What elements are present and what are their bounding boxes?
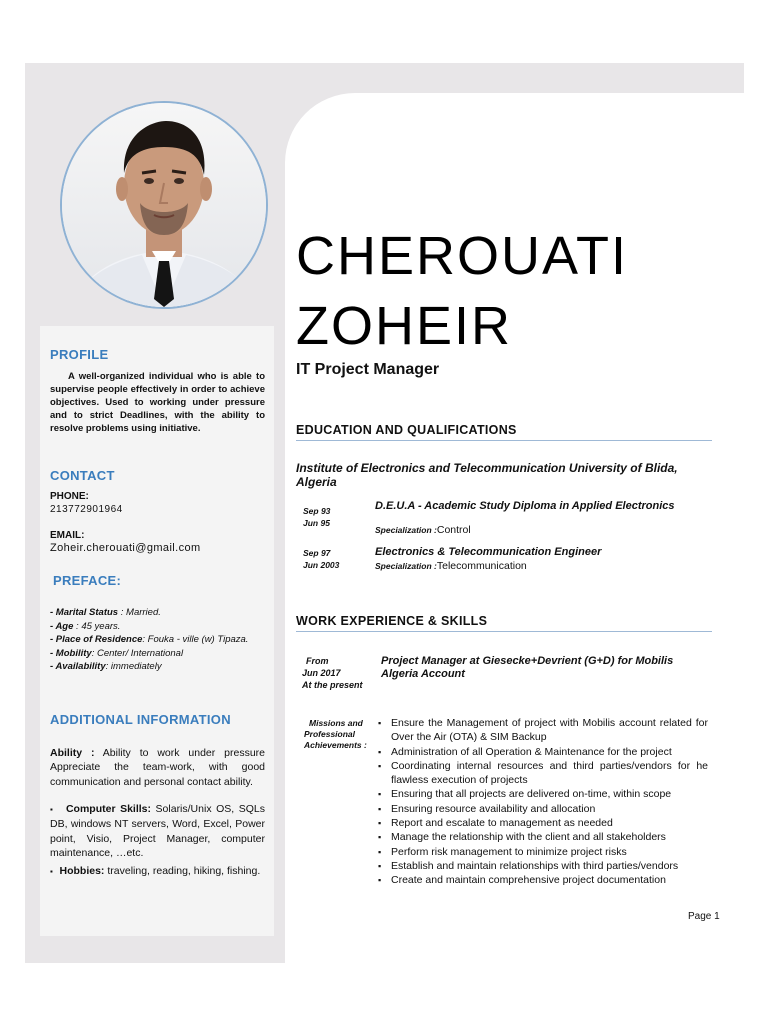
edu-entry-1-spec: Specialization :Control xyxy=(375,524,471,536)
email-value[interactable]: Zoheir.cherouati@gmail.com xyxy=(50,542,201,554)
list-item: ▪ Create and maintain comprehensive project documentation xyxy=(376,873,708,887)
list-item: ▪ Report and escalate to management as needed xyxy=(376,816,708,830)
duties-list xyxy=(376,716,708,888)
phone-label: PHONE: xyxy=(50,491,89,502)
computer-skills-text: ▪ Computer Skills: Solaris/Unix OS, SQLs DB, windows NT servers, Word, Excel, Power point, Visio, Project Manager, computer maintenance, …etc. xyxy=(50,803,265,859)
preface-item-mobility: - Mobility: Center/ International xyxy=(50,647,184,659)
name-first-line: CHEROUATI xyxy=(296,226,629,286)
preface-item-residence: - Place of Residence: Fouka - ville (w) Tipaza. xyxy=(50,634,249,645)
ability-text: Ability : Ability to work under pressure Appreciate the team-work, with good communication and personal contact ability. xyxy=(50,747,266,788)
page-number: Page 1 xyxy=(688,911,720,922)
additional-heading: ADDITIONAL INFORMATION xyxy=(50,712,231,727)
list-item: ▪ Establish and maintain relationships with third parties/vendors xyxy=(376,859,708,873)
job-title: IT Project Manager xyxy=(296,361,440,378)
work-period: From Jun 2017 At the present xyxy=(302,656,363,690)
work-heading: WORK EXPERIENCE & SKILLS xyxy=(296,614,712,632)
edu-entry-1-title: D.E.U.A - Academic Study Diploma in Applied Electronics xyxy=(375,500,675,512)
edu-entry-2-dates: Sep 97 Jun 2003 xyxy=(303,548,340,570)
preface-item-age: - Age : 45 years. xyxy=(50,620,121,632)
profile-heading: PROFILE xyxy=(50,347,109,362)
profile-text: A well-organized individual who is able to supervise people effectively in order to achieve objectives. Used to working under pressure and to strict Deadlines, with the ability to resolve problems using initiative. xyxy=(50,371,265,434)
preface-heading: PREFACE: xyxy=(53,573,122,588)
education-heading: EDUCATION AND QUALIFICATIONS xyxy=(296,423,712,441)
list-item: ▪ Ensure the Management of project with Mobilis account related for Over the Air (OTA) & SIM Backup xyxy=(376,716,708,745)
list-item: ▪ Ensuring that all projects are delivered on-time, within scope xyxy=(376,787,708,801)
profile-photo xyxy=(60,101,268,309)
work-position: Project Manager at Giesecke+Devrient (G+D) for Mobilis Algeria Account xyxy=(381,655,674,680)
edu-entry-2-spec: Specialization :Telecommunication xyxy=(375,560,527,572)
missions-label: Missions and Professional Achievements : xyxy=(304,718,367,750)
preface-item-availability: - Availability: immediately xyxy=(50,661,162,672)
edu-entry-2-title: Electronics & Telecommunication Engineer xyxy=(375,546,602,558)
list-item: ▪ Administration of all Operation & Maintenance for the project xyxy=(376,745,708,759)
phone-value[interactable]: 213772901964 xyxy=(50,504,123,515)
institute-name: Institute of Electronics and Telecommunication University of Blida, Algeria xyxy=(296,461,678,489)
preface-item-marital: - Marital Status : Married. xyxy=(50,607,161,618)
name-second-line: ZOHEIR xyxy=(296,296,513,356)
list-item: ▪ Ensuring resource availability and allocation xyxy=(376,802,708,816)
preface-list xyxy=(50,606,265,674)
list-item: ▪ Perform risk management to minimize project risks xyxy=(376,845,708,859)
email-label: EMAIL: xyxy=(50,530,85,541)
edu-entry-1-dates: Sep 93 Jun 95 xyxy=(303,506,331,528)
contact-heading: CONTACT xyxy=(50,468,115,483)
hobbies-text: ▪ Hobbies: traveling, reading, hiking, fishing. xyxy=(50,865,261,877)
list-item: ▪ Coordinating internal resources and third parties/vendors for he flawless execution of projects xyxy=(376,759,708,788)
list-item: ▪ Manage the relationship with the client and all stakeholders xyxy=(376,830,708,844)
